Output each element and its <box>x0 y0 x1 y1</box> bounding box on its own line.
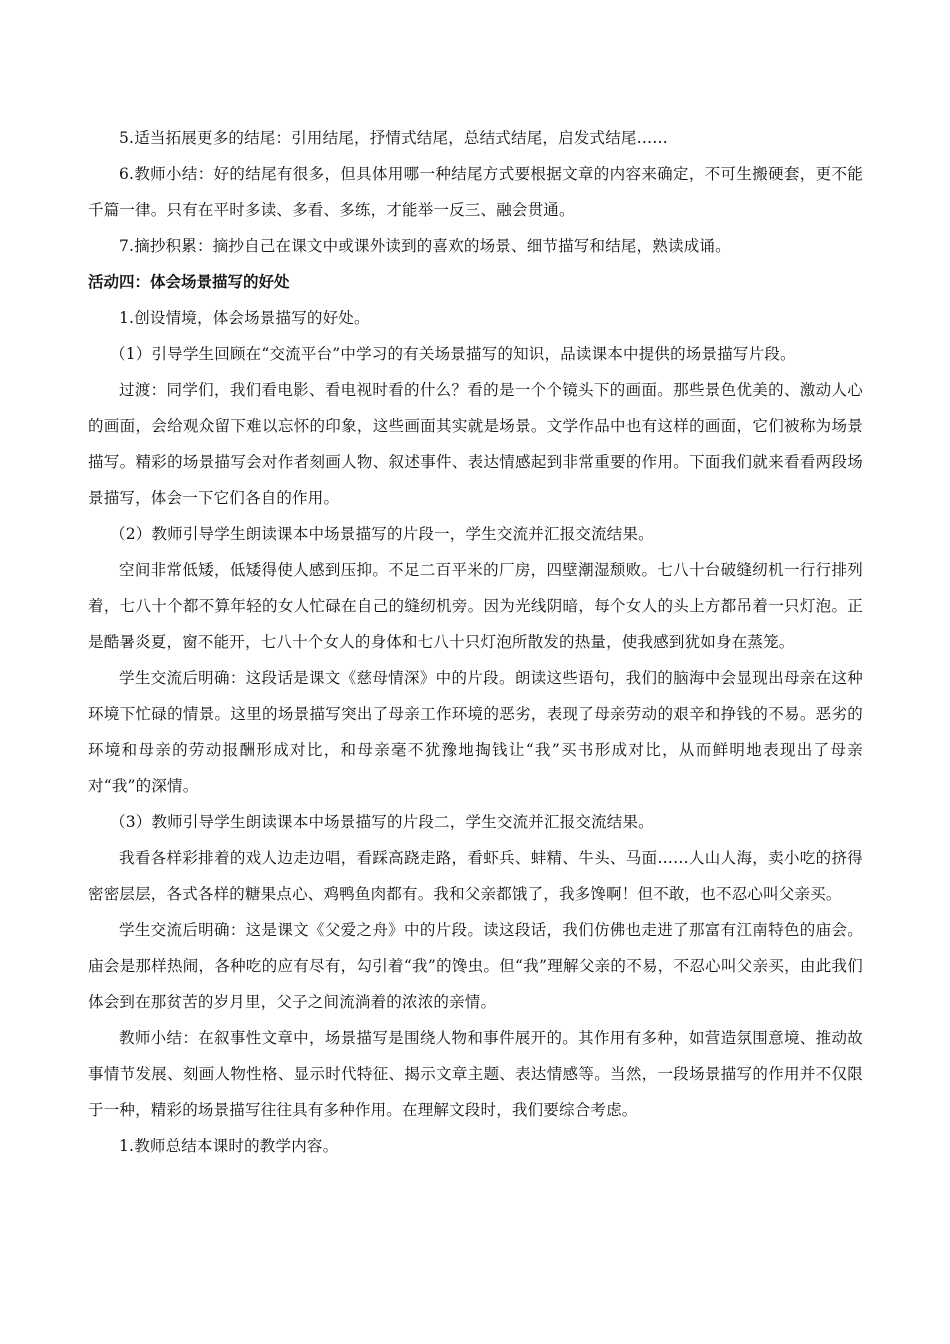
paragraph-transition: 过渡：同学们，我们看电影、看电视时看的什么？看的是一个个镜头下的画面。那些景色优美的、激动人心的画面，会给观众留下难以忘怀的印象，这些画面其实就是场景。文学作品中也有这样的画面，它们被称为场景描写。精彩的场景描写会对作者刻画人物、叙述事件、表达情感起到非常重要的作用。下面我们就来看看两段场景描写，体会一下它们各自的作用。 <box>88 381 863 507</box>
document-page <box>88 120 863 1164</box>
paragraph-step-2: （2）教师引导学生朗读课本中场景描写的片段一，学生交流并汇报交流结果。 <box>110 525 654 543</box>
paragraph-teacher-summary-scene: 教师小结：在叙事性文章中，场景描写是围绕人物和事件展开的。其作用有多种，如营造氛围意境、推动故事情节发展、刻画人物性格、显示时代特征、揭示文章主题、表达情感等。当然，一段场景描写的作用并不仅限于一种，精彩的场景描写往往具有多种作用。在理解文段时，我们要综合考虑。 <box>88 1029 863 1119</box>
section-heading-activity-four: 活动四：体会场景描写的好处 <box>88 273 290 291</box>
paragraph-step-3: （3）教师引导学生朗读课本中场景描写的片段二，学生交流并汇报交流结果。 <box>110 813 654 831</box>
paragraph-step-1: （1）引导学生回顾在“交流平台”中学习的有关场景描写的知识，品读课本中提供的场景描写片段。 <box>110 345 796 363</box>
paragraph-analysis-two: 学生交流后明确：这是课文《父爱之舟》中的片段。读这段话，我们仿佛也走进了那富有江南特色的庙会。庙会是那样热闹，各种吃的应有尽有，勾引着“我”的馋虫。但“我”理解父亲的不易，不忍心叫父亲买，由此我们体会到在那贫苦的岁月里，父子之间流淌着的浓浓的亲情。 <box>88 921 863 1011</box>
paragraph-excerpt-one: 空间非常低矮，低矮得使人感到压抑。不足二百平米的厂房，四壁潮湿颓败。七八十台破缝纫机一行行排列着，七八十个都不算年轻的女人忙碌在自己的缝纫机旁。因为光线阴暗，每个女人的头上方都吊着一只灯泡。正是酷暑炎夏，窗不能开，七八十个女人的身体和七八十只灯泡所散发的热量，使我感到犹如身在蒸笼。 <box>88 561 863 651</box>
paragraph-excerpt-two: 我看各样彩排着的戏人边走边唱，看踩高跷走路，看虾兵、蚌精、牛头、马面……人山人海，卖小吃的挤得密密层层，各式各样的糖果点心、鸡鸭鱼肉都有。我和父亲都饿了，我多馋啊！但不敢，也不忍心叫父亲买。 <box>88 849 863 903</box>
paragraph-lesson-summary: 1.教师总结本课时的教学内容。 <box>119 1137 339 1155</box>
paragraph-excerpt-accumulation: 7.摘抄积累：摘抄自己在课文中或课外读到的喜欢的场景、细节描写和结尾，熟读成诵。 <box>119 237 731 255</box>
paragraph-create-situation: 1.创设情境，体会场景描写的好处。 <box>119 309 370 327</box>
paragraph-ending-expansion: 5.适当拓展更多的结尾：引用结尾，抒情式结尾，总结式结尾，启发式结尾…… <box>119 129 668 147</box>
paragraph-teacher-summary-ending: 6.教师小结：好的结尾有很多，但具体用哪一种结尾方式要根据文章的内容来确定，不可生搬硬套，更不能千篇一律。只有在平时多读、多看、多练，才能举一反三、融会贯通。 <box>88 165 863 219</box>
paragraph-analysis-one: 学生交流后明确：这段话是课文《慈母情深》中的片段。朗读这些语句，我们的脑海中会显现出母亲在这种环境下忙碌的情景。这里的场景描写突出了母亲工作环境的恶劣，表现了母亲劳动的艰辛和挣钱的不易。恶劣的环境和母亲的劳动报酬形成对比，和母亲毫不犹豫地掏钱让“我”买书形成对比，从而鲜明地表现出了母亲对“我”的深情。 <box>88 669 863 795</box>
